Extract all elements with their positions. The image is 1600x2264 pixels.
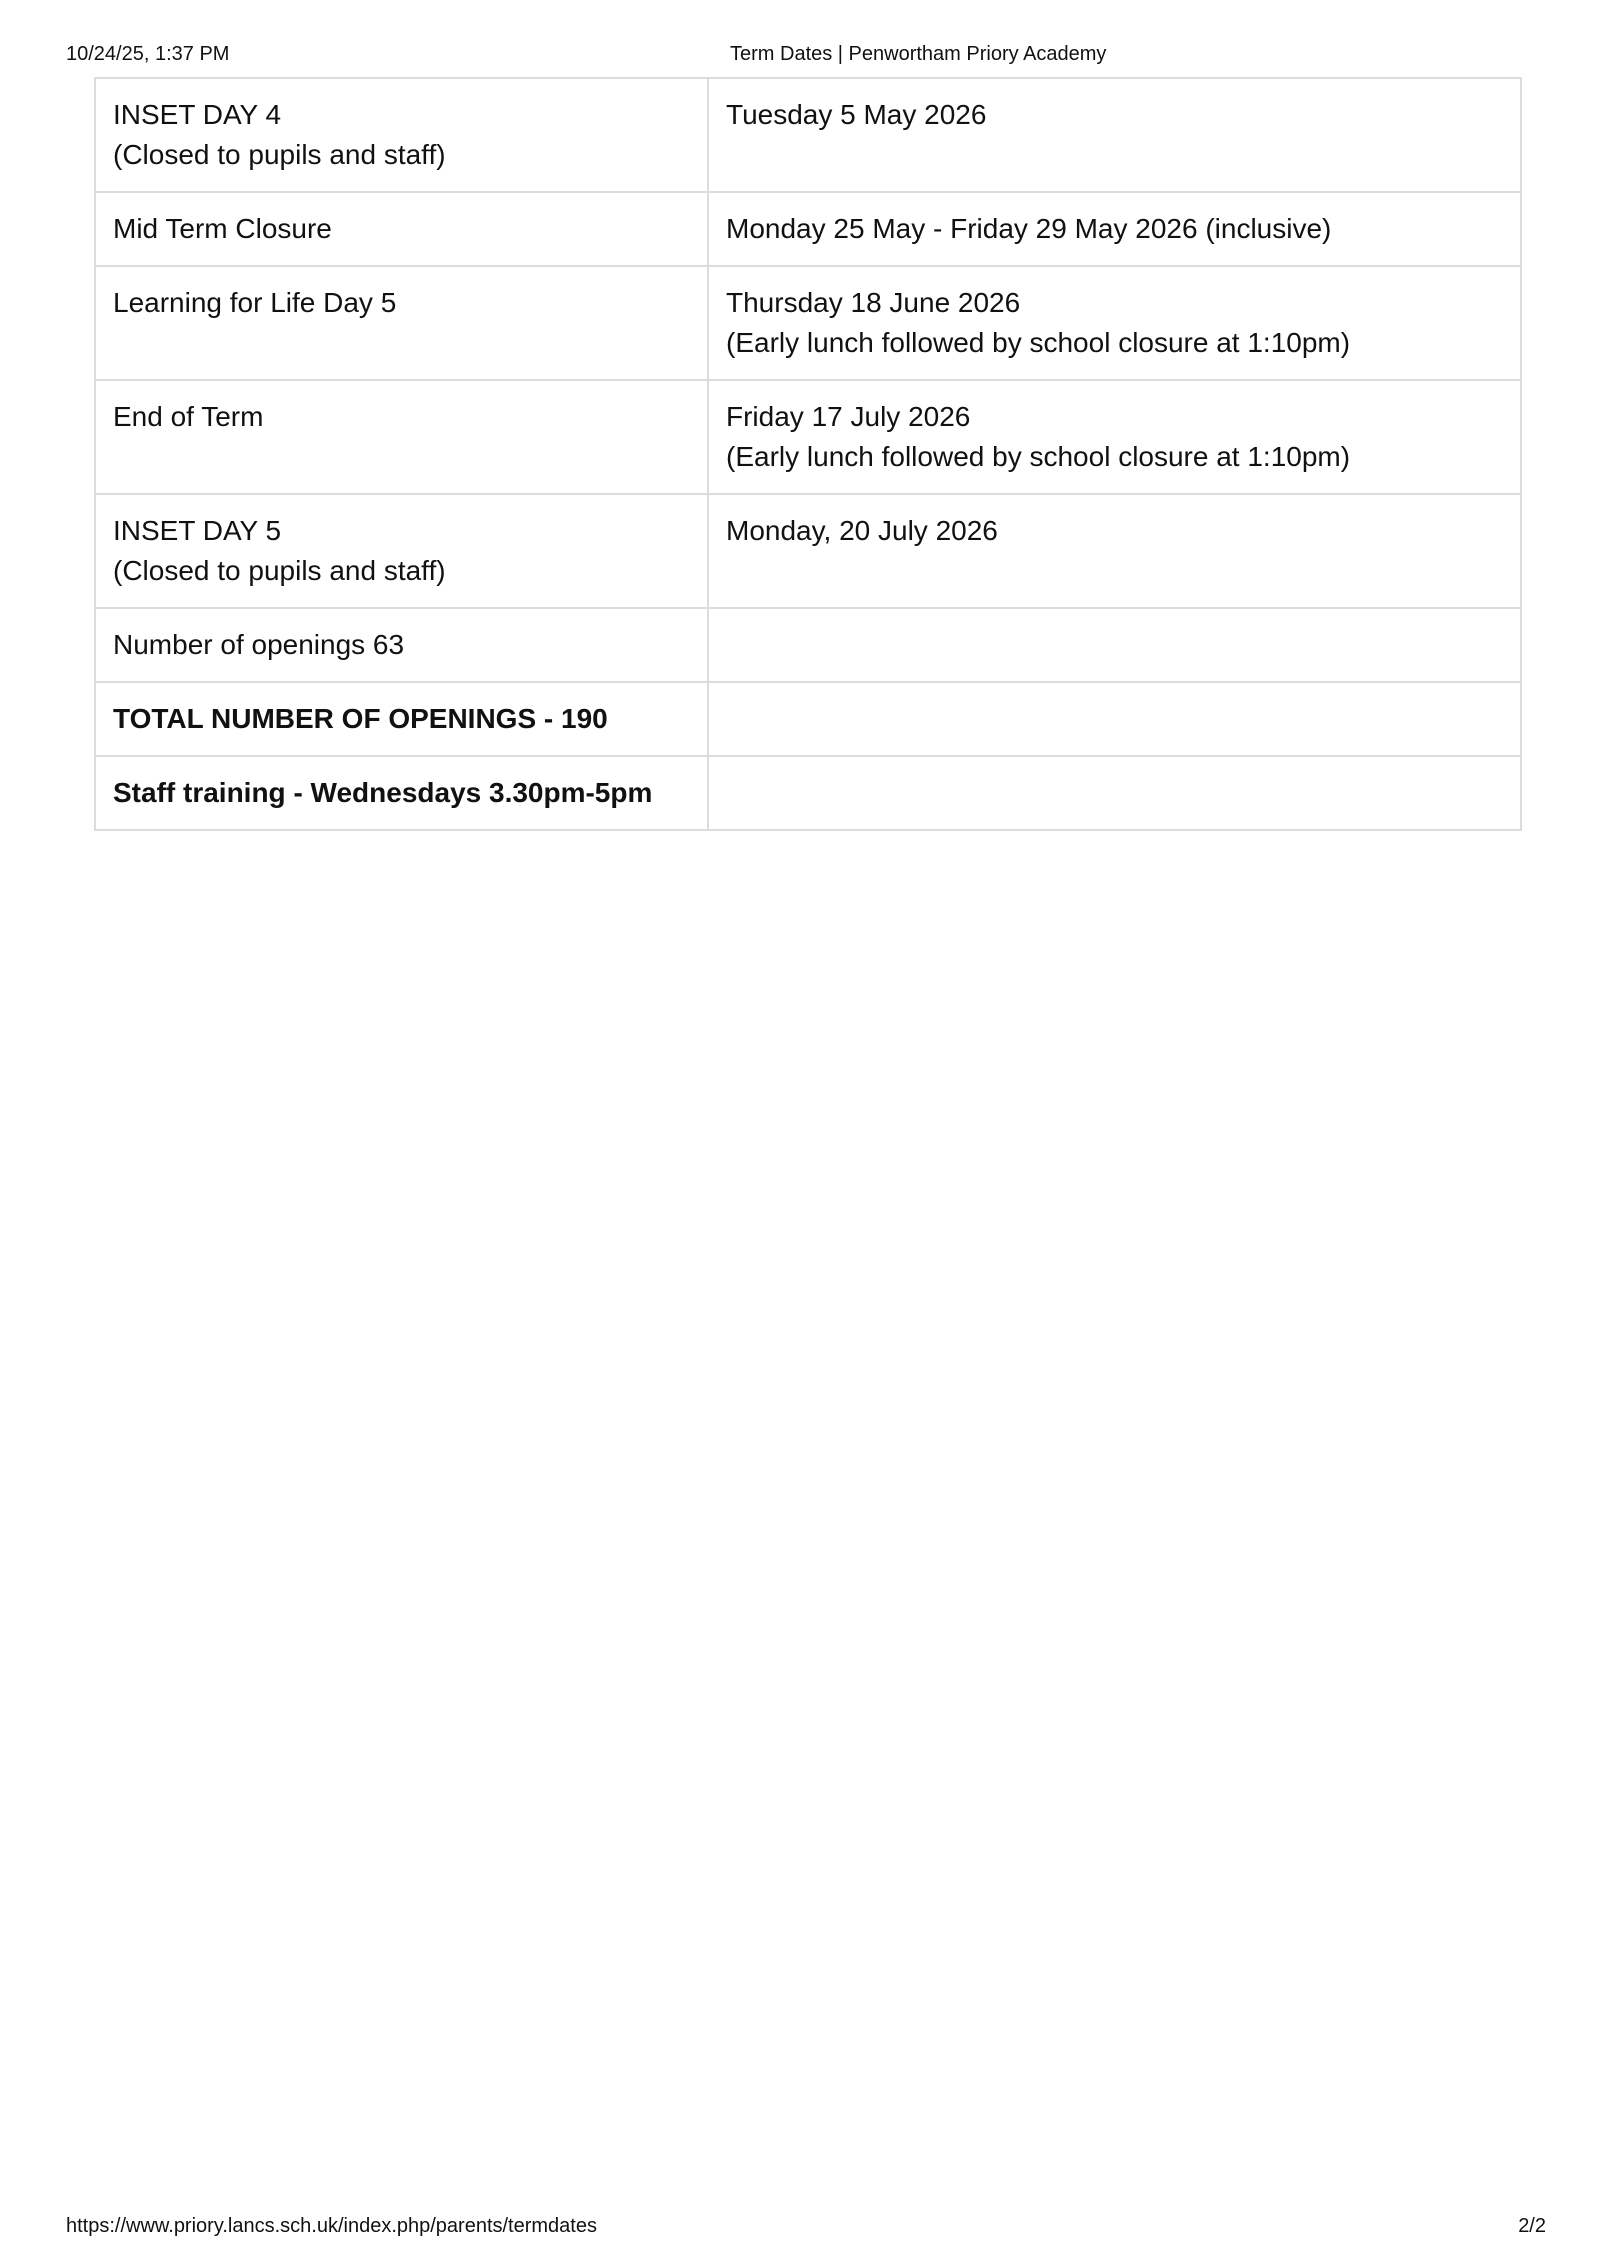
table-row bbox=[95, 608, 1521, 682]
event-date: Monday 25 May - Friday 29 May 2026 (inclusive) bbox=[726, 213, 1332, 244]
date-cell bbox=[708, 494, 1521, 608]
date-cell bbox=[708, 380, 1521, 494]
event-cell bbox=[95, 78, 708, 192]
table-row bbox=[95, 78, 1521, 192]
event-note: (Closed to pupils and staff) bbox=[113, 555, 446, 586]
event-cell bbox=[95, 756, 708, 830]
event-date: Monday, 20 July 2026 bbox=[726, 515, 998, 546]
event-name: End of Term bbox=[113, 401, 264, 432]
event-name: INSET DAY 5 bbox=[113, 515, 282, 546]
table-row bbox=[95, 192, 1521, 266]
table-row bbox=[95, 494, 1521, 608]
event-date: Tuesday 5 May 2026 bbox=[726, 99, 987, 130]
event-date: Friday 17 July 2026 bbox=[726, 401, 971, 432]
event-cell bbox=[95, 494, 708, 608]
event-name: Learning for Life Day 5 bbox=[113, 287, 397, 318]
date-cell bbox=[708, 192, 1521, 266]
event-date: Thursday 18 June 2026 bbox=[726, 287, 1021, 318]
table-row bbox=[95, 266, 1521, 380]
event-cell bbox=[95, 380, 708, 494]
event-note: (Closed to pupils and staff) bbox=[113, 139, 446, 170]
event-cell bbox=[95, 266, 708, 380]
event-date-note: (Early lunch followed by school closure at 1:10pm) bbox=[726, 441, 1351, 472]
staff-training: Staff training - Wednesdays 3.30pm-5pm bbox=[113, 777, 653, 808]
date-cell bbox=[708, 78, 1521, 192]
table-row bbox=[95, 682, 1521, 756]
date-cell bbox=[708, 682, 1521, 756]
date-cell bbox=[708, 266, 1521, 380]
print-url: https://www.priory.lancs.sch.uk/index.php/parents/termdates bbox=[66, 2215, 597, 2237]
event-cell bbox=[95, 192, 708, 266]
event-name: INSET DAY 4 bbox=[113, 99, 282, 130]
term-dates-table bbox=[94, 77, 1522, 831]
page-number: 2/2 bbox=[1518, 2215, 1546, 2237]
table-row bbox=[95, 380, 1521, 494]
event-cell bbox=[95, 608, 708, 682]
total-openings: TOTAL NUMBER OF OPENINGS - 190 bbox=[113, 703, 608, 734]
print-page-title: Term Dates | Penwortham Priory Academy bbox=[730, 43, 1107, 65]
openings-count: Number of openings 63 bbox=[113, 629, 405, 660]
event-cell bbox=[95, 682, 708, 756]
date-cell bbox=[708, 608, 1521, 682]
event-date-note: (Early lunch followed by school closure at 1:10pm) bbox=[726, 327, 1351, 358]
date-cell bbox=[708, 756, 1521, 830]
table-row bbox=[95, 756, 1521, 830]
event-name: Mid Term Closure bbox=[113, 213, 332, 244]
print-datetime: 10/24/25, 1:37 PM bbox=[66, 43, 230, 65]
